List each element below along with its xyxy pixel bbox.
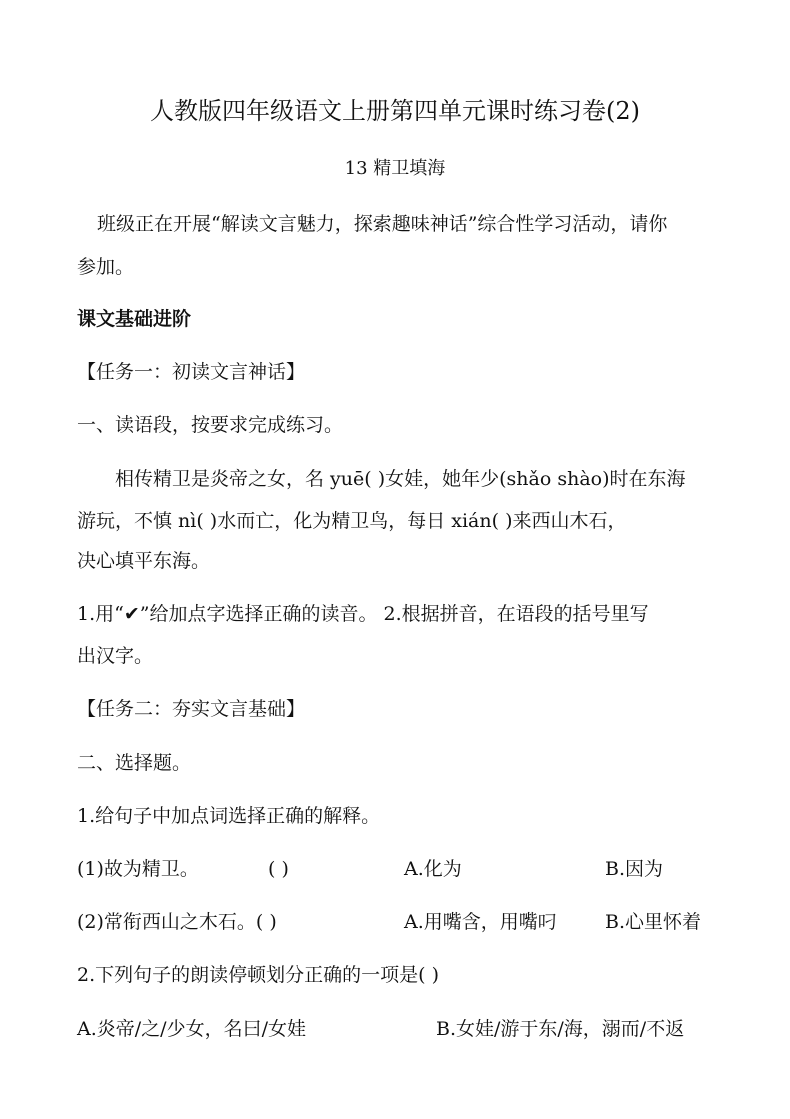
instruction-line-1: 1.用“✔”给加点字选择正确的读音。 2.根据拼音，在语段的括号里写 [77,603,649,625]
intro-line-2: 参加。 [77,256,135,278]
passage-line-3: 决心填平东海。 [77,550,211,572]
item2-stem: (2)常衔西山之木石。( ) [77,911,277,933]
sub-question-2-title: 2.下列句子的朗读停顿划分正确的一项是( ) [77,964,439,986]
item2-option-b: B.心里怀着 [605,911,702,933]
question2-title: 二、选择题。 [77,752,192,774]
intro-line-1: 班级正在开展“解读文言魅力，探索趣味神话”综合性学习活动，请你 [97,213,668,235]
sub2-option-a: A.炎帝/之/少女，名曰/女娃 [77,1018,306,1040]
sub-question-1-title: 1.给句子中加点词选择正确的解释。 [77,805,381,827]
page-title: 人教版四年级语文上册第四单元课时练习卷(2) [150,97,640,125]
passage-line-2: 游玩，不慎 nì( )水而亡，化为精卫鸟，每日 xián( )来西山木石， [77,510,627,532]
question1-title: 一、读语段，按要求完成练习。 [77,414,344,436]
lesson-subtitle: 13 精卫填海 [344,158,446,179]
item1-option-a: A.化为 [404,858,462,880]
instruction-line-2: 出汉字。 [77,645,154,667]
sub2-option-b: B.女娃/游于东/海，溺而/不返 [436,1018,685,1040]
task2-heading: 【任务二：夯实文言基础】 [77,698,306,720]
task1-heading: 【任务一：初读文言神话】 [77,361,306,383]
passage-line-1: 相传精卫是炎帝之女，名 yuē( )女娃，她年少(shǎo shào)时在东海 [115,468,686,490]
item1-stem: (1)故为精卫。 [77,858,199,880]
section-heading: 课文基础进阶 [77,308,192,330]
item2-option-a: A.用嘴含，用嘴叼 [404,911,557,933]
item1-answer-paren: ( ) [268,858,289,880]
item1-option-b: B.因为 [605,858,664,880]
